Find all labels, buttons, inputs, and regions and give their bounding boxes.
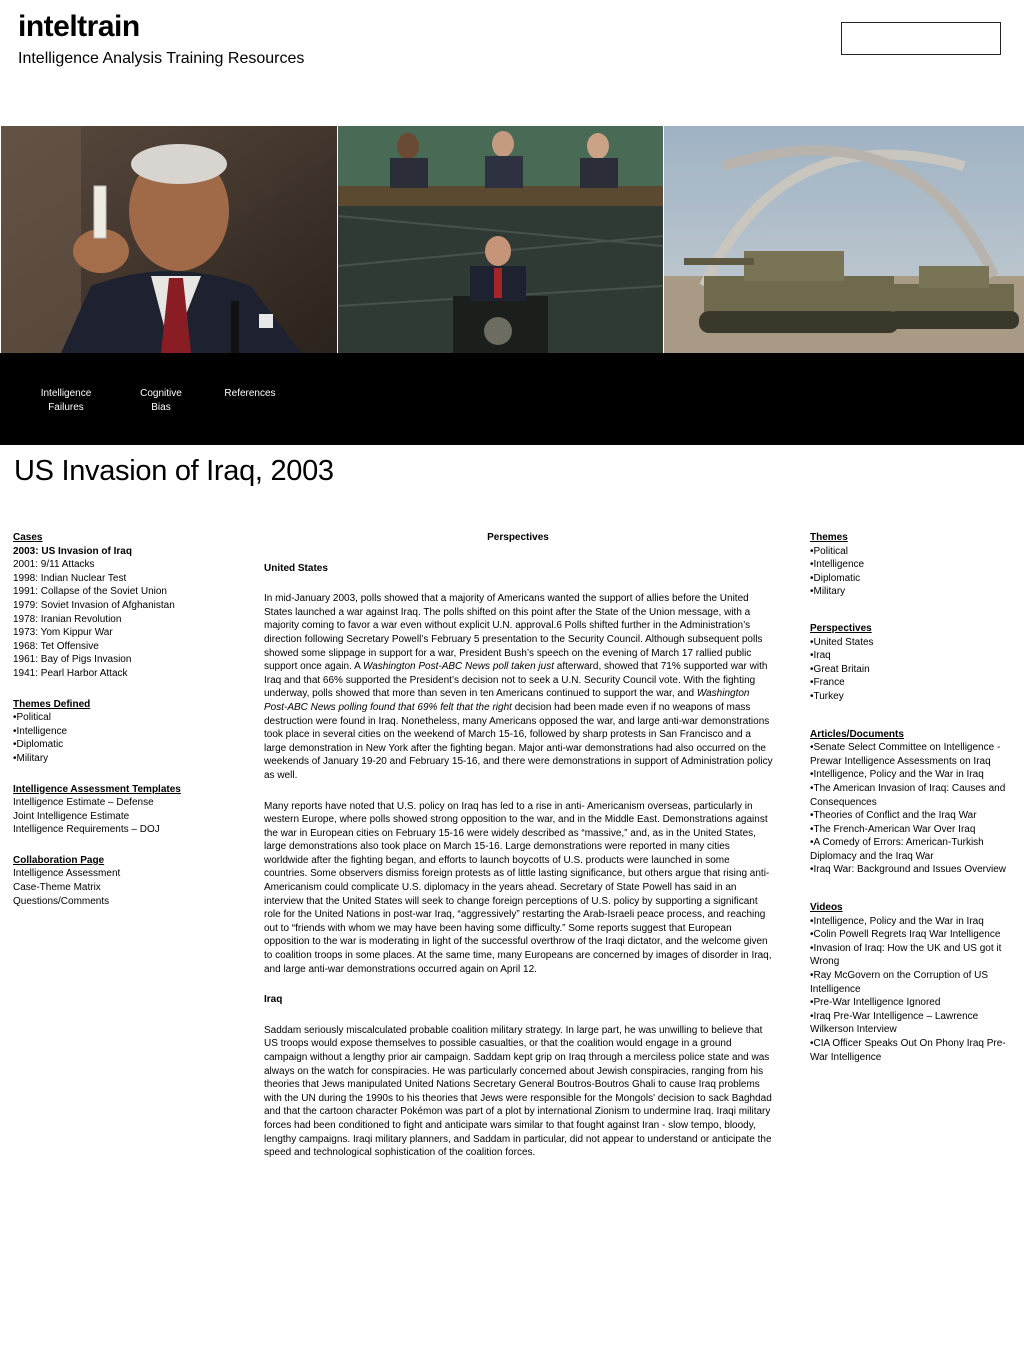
theme-link[interactable]: •Military [810,586,846,598]
case-link[interactable]: 1978: Iranian Revolution [13,613,122,625]
article-link[interactable]: •Iraq War: Background and Issues Overview [810,864,1006,876]
iraq-paragraph-1: Saddam seriously miscalculated probable coalition military strategy. In large part, he was unwilling to believe that US troops would expose themselves to possible casualties, or that the coalition would engage in a ground campaign without a lengthy prior air campaign. Saddam kept grip on Iraq through a merciless police state and was always on the watch for conspiracies. He was particularly concerned about Jewish conspiracies, ranging from his theories that Jews manipulated United Nations Secretary General Boutros-Boutros Ghali to cause Iraq problems with the UN during the 1990s to his theories that Jews were responsible for the Mongols' decision to sack Baghdad and that the cartoon character Pokémon was part of a plot by international Zionism to undermine Iraq. Iraqi military forces had been conditioned to fight and anticipate wars similar to that fought against Iran - slow tempo, bloody, lengthy campaigns. Iraqi military planners, and Saddam in particular, did not appear to understand or anticipate the speed and technological sophistication of the coalition forces. [264,1024,772,1159]
page-title: US Invasion of Iraq, 2003 [14,455,334,487]
case-link[interactable]: 1998: Indian Nuclear Test [13,572,127,584]
site-title: inteltrain [18,10,140,43]
theme-item[interactable]: •Political [13,712,51,724]
template-link[interactable]: Intelligence Requirements – DOJ [13,824,160,836]
themes-defined-heading[interactable]: Themes Defined [13,698,91,710]
theme-link[interactable]: •Diplomatic [810,572,861,584]
perspective-link[interactable]: •Great Britain [810,663,870,675]
article-link[interactable]: •The French-American War Over Iraq [810,823,976,835]
video-link[interactable]: •Invasion of Iraq: How the UK and US got it Wrong [810,942,1002,968]
video-link[interactable]: •Iraq Pre-War Intelligence – Lawrence Wilkerson Interview [810,1010,979,1036]
collaboration-heading[interactable]: Collaboration Page [13,854,105,866]
nav-cognitive-bias[interactable]: Cognitive Bias [140,388,182,413]
case-link[interactable]: 1961: Bay of Pigs Invasion [13,654,132,666]
videos-heading[interactable]: Videos [810,902,843,914]
case-link[interactable]: 2001: 9/11 Attacks [13,559,95,571]
perspective-link[interactable]: •Iraq [810,650,831,662]
perspectives-heading: Perspectives [487,532,549,543]
case-link[interactable]: 1968: Tet Offensive [13,640,99,652]
right-sidebar [810,531,1015,1064]
theme-link[interactable]: •Intelligence [810,559,865,571]
theme-item[interactable]: •Diplomatic [13,739,64,751]
case-link[interactable]: 1991: Collapse of the Soviet Union [13,586,167,598]
video-link[interactable]: •CIA Officer Speaks Out On Phony Iraq Pre-War Intelligence [810,1038,1006,1063]
main-navbar [0,353,1024,445]
theme-item[interactable]: •Intelligence [13,725,68,737]
template-link[interactable]: Intelligence Estimate – Defense [13,797,154,809]
perspective-link[interactable]: •Turkey [810,690,844,702]
theme-item[interactable]: •Military [13,752,49,764]
theme-link[interactable]: •Political [810,545,848,557]
hero-photo-assembly [338,126,663,353]
nav-intelligence-failures[interactable]: Intelligence Failures [40,388,92,413]
themes-heading[interactable]: Themes [810,532,848,543]
article-link[interactable]: •Theories of Conflict and the Iraq War [810,810,977,822]
templates-heading[interactable]: Intelligence Assessment Templates [13,783,181,795]
video-link[interactable]: •Pre-War Intelligence Ignored [810,997,941,1009]
us-heading: United States [264,562,328,574]
us-paragraph-1: In mid-January 2003, polls showed that a majority of Americans wanted the support of allies before the United States launched a war against Iraq. The polls shifted on this point after the State of the Union message, with a majority coming to favor a war even without explicit U.N. approval.6 Polls shifted further in the Administration’s direction following Secretary Powell’s February 5 presentation to the Security Council. Although subsequent polls showed some slippage in support for a war, President Bush’s speech on the evening of March 17 rallied public support once again. A Washington Post-ABC News poll taken just afterward, showed that 71% supported war with Iraq and that 66% supported the President’s decision not to seek a U.N. Security Council vote. With the fighting underway, polls showed that more than seven in ten Americans continued to support the war, and Washington Post-ABC News polling found that 69% felt that the right decision had been made even if no weapons of mass destruction were found in Iraq. Nonetheless, many Americans opposed the war, and large anti-war demonstrations took place in several cities on the weekend of March 15-16, followed by sharp protests in San Francisco and a large demonstration in New York after the fighting began. Major anti-war demonstrations had also occurred on the weekends of January 19-20 and February 15-16, and there were demonstrations in support of Administration policy as well. [264,593,773,781]
article-link[interactable]: •Intelligence, Policy and the War in Iraq [810,769,984,781]
left-sidebar [13,531,243,908]
video-link[interactable]: •Intelligence, Policy and the War in Iraq [810,915,984,927]
iraq-heading: Iraq [264,994,283,1006]
case-link[interactable]: 1979: Soviet Invasion of Afghanistan [13,599,175,611]
collab-link[interactable]: Case-Theme Matrix [13,882,101,894]
hero-photo-speaker [1,126,337,353]
current-case: 2003: US Invasion of Iraq [13,545,132,557]
site-subtitle: Intelligence Analysis Training Resources [18,50,305,67]
hero-photo-tanks [664,126,1024,353]
us-paragraph-2: Many reports have noted that U.S. policy on Iraq has led to a rise in anti- Americanism overseas, particularly in western Europe, where polls showed strong opposition to the war, and in the Middle East. Demonstrations against the war in European cities on February 15-16 were widely described as “massive,” and, as in the United States, large demonstrations also took place on March 15-16. Large demonstrations were reported in many cities worldwide after the fighting began, and efforts to launch boycotts of U.S. products were launched in some countries. Some observers dismiss foreign protests as of little lasting significance, but others argue that rising anti-Americanism could complicate U.S. diplomacy in the years ahead. Secretary of State Powell has said in an interview that the United States will seek to change foreign perceptions of U.S. policy by supporting a significant role for the United Nations in post-war Iraq, “aggressively” restarting the Arab-Israeli peace process, and reaching out to “friends with whom we may have been having some difficulty.” Some reports suggest that European opposition to the war is moderating in light of the successful overthrow of the Iraqi dictator, and the welcome given to coalition troops in some places. At the same time, many Europeans are concerned by images of disorder in Iraq, and large anti-war demonstrations occurred again on April 12. [264,800,772,975]
nav-references[interactable]: References [224,388,276,399]
article-link[interactable]: •A Comedy of Errors: American-Turkish Diplomacy and the Iraq War [810,837,984,862]
perspective-link[interactable]: •United States [810,636,874,648]
video-link[interactable]: •Colin Powell Regrets Iraq War Intelligence [810,929,1001,941]
perspectives-content [264,531,774,1160]
hero-banner [0,126,1024,353]
case-link[interactable]: 1941: Pearl Harbor Attack [13,667,128,679]
collab-link[interactable]: Intelligence Assessment [13,868,121,880]
cases-heading[interactable]: Cases [13,532,43,543]
video-link[interactable]: •Ray McGovern on the Corruption of US Intelligence [810,970,989,995]
perspectives-links-heading[interactable]: Perspectives [810,622,872,634]
perspective-link[interactable]: •France [810,677,845,689]
template-link[interactable]: Joint Intelligence Estimate [13,810,130,822]
articles-heading[interactable]: Articles/Documents [810,728,904,740]
search-box[interactable] [841,22,1001,55]
article-link[interactable]: •The American Invasion of Iraq: Causes and Consequences [810,782,1006,808]
case-link[interactable]: 1973: Yom Kippur War [13,627,113,639]
collab-link[interactable]: Questions/Comments [13,895,110,907]
article-link[interactable]: •Senate Select Committee on Intelligence - Prewar Intelligence Assessments on Iraq [810,742,1001,767]
